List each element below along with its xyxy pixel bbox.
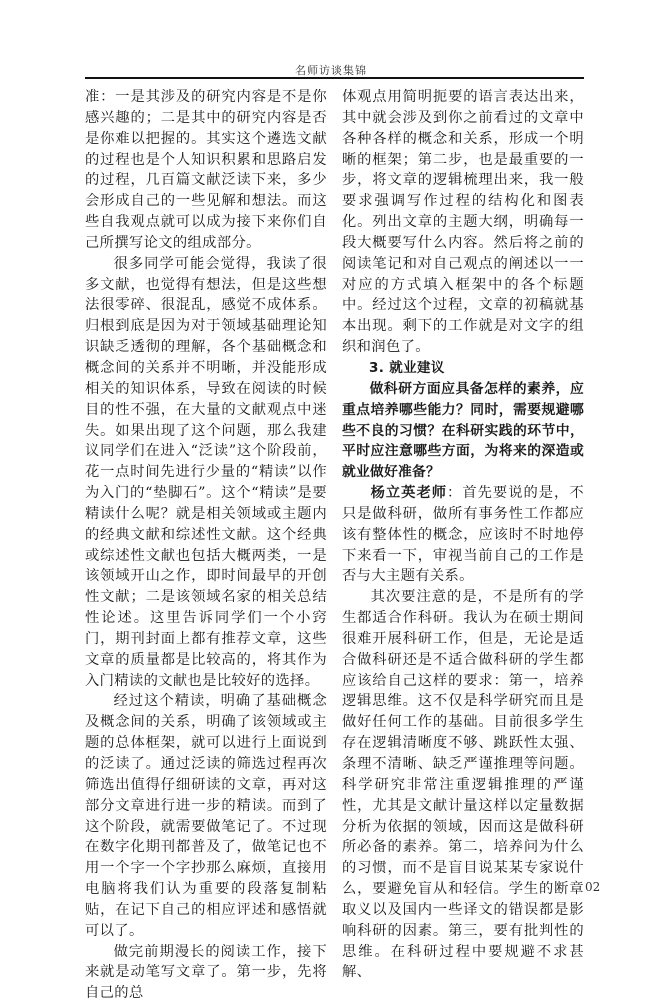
left-text-column — [85, 87, 327, 1004]
speaker-colon: ： — [447, 485, 463, 502]
section-heading: 3. 就业建议 — [369, 359, 445, 376]
speaker-name: 杨立英老师 — [370, 485, 448, 502]
page-number: 02 — [585, 880, 601, 894]
paragraph: 做完前期漫长的阅读工作，接下来就是动笔写文章了。第一步，先将自己的总 — [85, 943, 327, 1002]
answer-paragraph — [342, 483, 584, 587]
paragraph-continuation: 体观点用简明扼要的语言表达出来，其中就会涉及到你之前看过的文章中各种各样的概念和关系，形成一个明晰的框架；第二步，也是最重要的一步，将文章的逻辑梳理出来，我一般要求强调写作过程的结构化和图表化。列出文章的主题大纲，明确每一段大概要写什么内容。然后将之前的阅读笔记和对自己观点的阐述以一一对应的方式填入框架中的各个标题中。经过这个过程，文章的初稿就基本出现。剩下的工作就是对文字的组织和润色了。 — [342, 89, 584, 356]
paragraph: 经过这个精读，明确了基础概念及概念间的关系，明确了该领域或主题的总体框架，就可以进行上面说到的泛读了。通过泛读的筛选过程再次筛选出值得仔细研读的文章，再对这部分文章进行进一步的精读。而到了这个阶段，就需要做笔记了。不过现在数字化期刊都普及了，做笔记也不用一个字一个字抄那么麻烦，直接用电脑将我们认为重要的段落复制粘贴，在记下自己的相应评述和感悟就可以了。 — [85, 693, 327, 939]
paragraph: 很多同学可能会觉得，我读了很多文献，也觉得有想法，但是这些想法很零碎、很混乱，感觉不成体系。归根到底是因为对于领域基础理论知识缺乏透彻的理解，各个基础概念和概念间的关系并不明晰，并没能形成相关的知识体系，导致在阅读的时候目的性不强，在大量的文献观点中迷失。如果出现了这个问题，那么我建议同学们在进入“泛读”这个阶段前，花一点时间先进行少量的“精读”以作为入门的“垫脚石”。这个“精读”是要精读什么呢？就是相关领域或主题内的经典文献和综述性文献。这个经典或综述性文献也包括大概两类，一是该领域开山之作，即时间最早的开创性文献；二是该领域名家的相关总结性论述。这里告诉同学们一个小窍门，期刊封面上都有推荐文章，这些文章的质量都是比较高的，将其作为入门精读的文献也是比较好的选择。 — [85, 255, 327, 689]
running-header-title: 名师访谈集锦 — [295, 64, 367, 77]
header-divider — [85, 77, 584, 79]
interview-question: 做科研方面应具备怎样的素养，应重点培养哪些能力？同时，需要规避哪些不良的习惯？在科研实践的环节中，平时应注意哪些方面，为将来的深造或就业做好准备？ — [342, 380, 584, 481]
answer-text: 首先要说的是，不只是做科研，做所有事务性工作都应该有整体性的概念，应该时不时地停下来看一下，审视当前自己的工作是否与大主题有关系。 — [342, 485, 584, 585]
paragraph: 其次要注意的是，不是所有的学生都适合作科研。我认为在硕士期间很难开展科研工作，但是，无论是适合做科研还是不适合做科研的学生都应该给自己这样的要求：第一，培养逻辑思维。这不仅是科学研究而且是做好任何工作的基础。目前很多学生存在逻辑清晰度不够、跳跃性太强、条理不清晰、缺乏严谨推理等问题。科学研究非常注重逻辑推理的严谨性，尤其是文献计量这样以定量数据分析为依据的领域，因而这是做科研所必备的素养。第二，培养问为什么的习惯，而不是盲目说某某专家说什么，要避免盲从和轻信。学生的断章取义以及国内一些译文的错误都是影响科研的因素。第三，要有批判性的思维。在科研过程中要规避不求甚解、 — [342, 589, 584, 981]
right-text-column — [342, 87, 584, 983]
paragraph: 准：一是其涉及的研究内容是不是你感兴趣的；二是其中的研究内容是否是你难以把握的。其实这个遴选文献的过程也是个人知识积累和思路启发的过程，几百篇文献泛读下来，多少会形成自己的一些见解和想法。而这些自我观点就可以成为接下来你们自己所撰写论文的组成部分。 — [85, 89, 327, 251]
